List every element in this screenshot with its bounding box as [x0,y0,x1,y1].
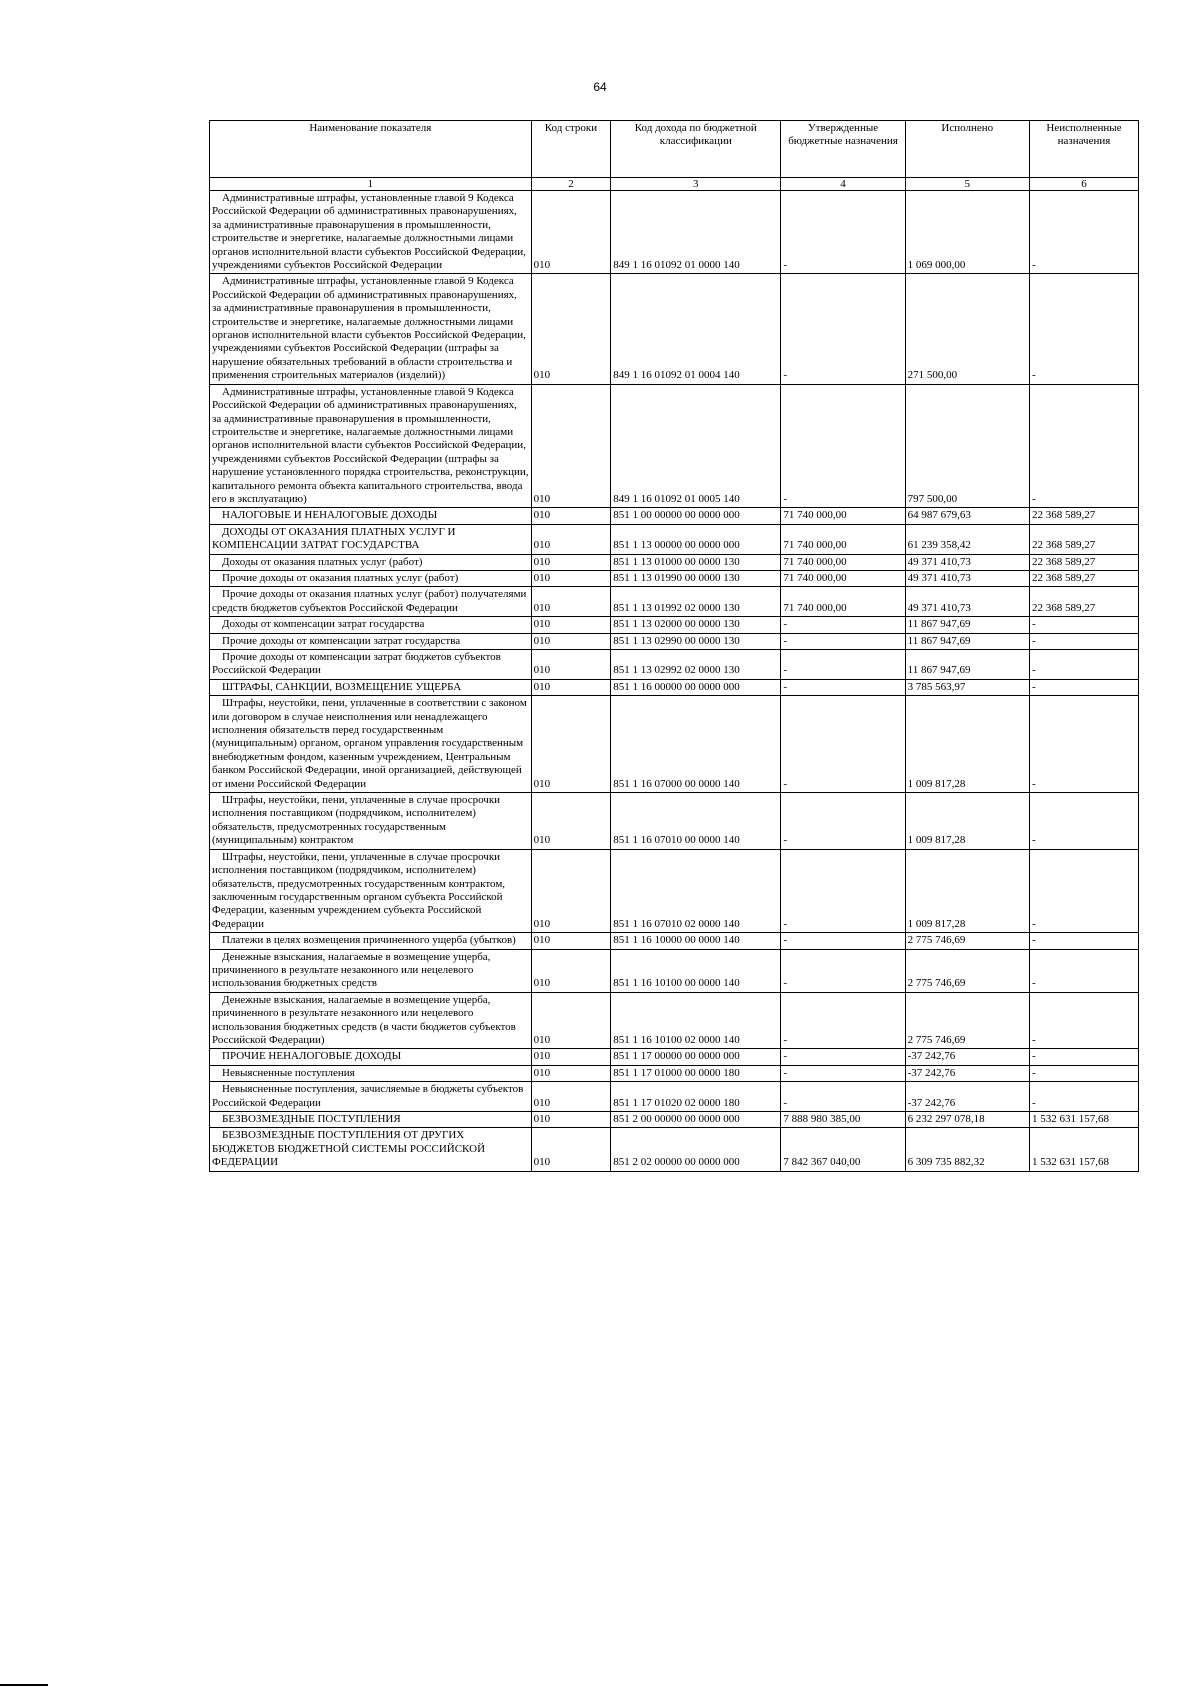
approved-amount: - [781,633,905,649]
page-number: 64 [593,80,607,94]
approved-amount: - [781,679,905,695]
line-code: 010 [531,570,611,586]
line-code: 010 [531,1112,611,1128]
unexecuted-amount: - [1029,679,1138,695]
approved-amount: - [781,274,905,384]
header-approved: Утвержденные бюджетные назначения [781,121,905,178]
executed-amount: 1 009 817,28 [905,696,1029,793]
column-number: 4 [781,178,905,191]
unexecuted-amount: 22 368 589,27 [1029,570,1138,586]
column-number: 5 [905,178,1029,191]
income-code: 851 1 13 02992 02 0000 130 [611,650,781,680]
table-row [210,696,1139,793]
line-code: 010 [531,384,611,508]
line-code: 010 [531,508,611,524]
executed-amount: 11 867 947,69 [905,617,1029,633]
indicator-name: Невыясненные поступления [210,1065,532,1081]
executed-amount: 6 232 297 078,18 [905,1112,1029,1128]
line-code: 010 [531,1049,611,1065]
unexecuted-amount: - [1029,633,1138,649]
unexecuted-amount: 22 368 589,27 [1029,524,1138,554]
line-code: 010 [531,554,611,570]
unexecuted-amount: - [1029,1065,1138,1081]
indicator-name: ШТРАФЫ, САНКЦИИ, ВОЗМЕЩЕНИЕ УЩЕРБА [210,679,532,695]
budget-execution-table [209,120,1139,1172]
income-code: 851 1 13 02990 00 0000 130 [611,633,781,649]
income-code: 851 1 16 10000 00 0000 140 [611,933,781,949]
income-code: 849 1 16 01092 01 0005 140 [611,384,781,508]
income-code: 849 1 16 01092 01 0004 140 [611,274,781,384]
unexecuted-amount: - [1029,1082,1138,1112]
income-code: 851 1 00 00000 00 0000 000 [611,508,781,524]
executed-amount: 61 239 358,42 [905,524,1029,554]
unexecuted-amount: - [1029,992,1138,1049]
column-number-row [210,178,1139,191]
income-code: 851 1 16 00000 00 0000 000 [611,679,781,695]
header-unexecuted: Неисполненные назначения [1029,121,1138,178]
indicator-name: Денежные взыскания, налагаемые в возмещение ущерба, причиненного в результате незаконного или нецелевого использования бюджетных средств (в части бюджетов субъектов Российской Федерации) [210,992,532,1049]
income-code: 851 1 16 07000 00 0000 140 [611,696,781,793]
executed-amount: -37 242,76 [905,1049,1029,1065]
line-code: 010 [531,633,611,649]
approved-amount: 71 740 000,00 [781,570,905,586]
column-number: 3 [611,178,781,191]
approved-amount: - [781,933,905,949]
executed-amount: 49 371 410,73 [905,554,1029,570]
table-row [210,570,1139,586]
income-code: 851 1 17 01000 00 0000 180 [611,1065,781,1081]
indicator-name: Штрафы, неустойки, пени, уплаченные в случае просрочки исполнения поставщиком (подрядчиком, исполнителем) обязательств, предусмотренных государственным контрактом, заключенным государственным органом субъекта Российской Федерации, казенным учреждением субъекта Российской Федерации [210,849,532,932]
line-code: 010 [531,949,611,992]
executed-amount: 271 500,00 [905,274,1029,384]
line-code: 010 [531,274,611,384]
executed-amount: -37 242,76 [905,1082,1029,1112]
table-row [210,617,1139,633]
executed-amount: 2 775 746,69 [905,933,1029,949]
table-row [210,274,1139,384]
indicator-name: Штрафы, неустойки, пени, уплаченные в соответствии с законом или договором в случае неисполнения или ненадлежащего исполнения обязательств перед государственным (муниципальным) органом, органом управления государственным внебюджетным фондом, казенным учреждением, Центральным банком Российской Федерации, иной организацией, действующей от имени Российской Федерации [210,696,532,793]
unexecuted-amount: - [1029,933,1138,949]
table-body [210,191,1139,1172]
approved-amount: 71 740 000,00 [781,554,905,570]
line-code: 010 [531,617,611,633]
income-code: 851 1 13 00000 00 0000 000 [611,524,781,554]
indicator-name: Штрафы, неустойки, пени, уплаченные в случае просрочки исполнения поставщиком (подрядчиком, исполнителем) обязательств, предусмотренных государственным (муниципальным) контрактом [210,793,532,850]
indicator-name: Доходы от оказания платных услуг (работ) [210,554,532,570]
approved-amount: - [781,992,905,1049]
approved-amount: 7 888 980 385,00 [781,1112,905,1128]
income-code: 851 1 17 01020 02 0000 180 [611,1082,781,1112]
table-row [210,793,1139,850]
income-code: 851 1 16 10100 00 0000 140 [611,949,781,992]
executed-amount: 11 867 947,69 [905,633,1029,649]
indicator-name: БЕЗВОЗМЕЗДНЫЕ ПОСТУПЛЕНИЯ ОТ ДРУГИХ БЮДЖЕТОВ БЮДЖЕТНОЙ СИСТЕМЫ РОССИЙСКОЙ ФЕДЕРАЦИИ [210,1128,532,1171]
income-code: 851 2 00 00000 00 0000 000 [611,1112,781,1128]
indicator-name: Платежи в целях возмещения причиненного ущерба (убытков) [210,933,532,949]
executed-amount: -37 242,76 [905,1065,1029,1081]
executed-amount: 49 371 410,73 [905,570,1029,586]
table-row [210,524,1139,554]
header-executed: Исполнено [905,121,1029,178]
unexecuted-amount: 22 368 589,27 [1029,508,1138,524]
header-line-code: Код строки [531,121,611,178]
income-code: 849 1 16 01092 01 0000 140 [611,191,781,274]
line-code: 010 [531,696,611,793]
approved-amount: - [781,1082,905,1112]
approved-amount: - [781,793,905,850]
unexecuted-amount: - [1029,191,1138,274]
unexecuted-amount: - [1029,949,1138,992]
unexecuted-amount: 22 368 589,27 [1029,587,1138,617]
unexecuted-amount: - [1029,384,1138,508]
indicator-name: Административные штрафы, установленные главой 9 Кодекса Российской Федерации об административных правонарушениях, за административные правонарушения в промышленности, строительстве и энергетике, налагаемые должностными лицами органов исполнительной власти субъектов Российской Федерации, учреждениями субъектов Российской Федерации [210,191,532,274]
approved-amount: - [781,696,905,793]
table-row [210,191,1139,274]
unexecuted-amount: - [1029,274,1138,384]
approved-amount: 7 842 367 040,00 [781,1128,905,1171]
line-code: 010 [531,524,611,554]
income-code: 851 2 02 00000 00 0000 000 [611,1128,781,1171]
indicator-name: Прочие доходы от компенсации затрат бюджетов субъектов Российской Федерации [210,650,532,680]
table-row [210,554,1139,570]
executed-amount: 11 867 947,69 [905,650,1029,680]
executed-amount: 797 500,00 [905,384,1029,508]
column-number: 1 [210,178,532,191]
line-code: 010 [531,191,611,274]
approved-amount: - [781,191,905,274]
unexecuted-amount: - [1029,617,1138,633]
unexecuted-amount: - [1029,696,1138,793]
indicator-name: БЕЗВОЗМЕЗДНЫЕ ПОСТУПЛЕНИЯ [210,1112,532,1128]
approved-amount: - [781,949,905,992]
income-code: 851 1 13 01992 02 0000 130 [611,587,781,617]
line-code: 010 [531,1065,611,1081]
header-row [210,121,1139,178]
line-code: 010 [531,849,611,932]
unexecuted-amount: - [1029,793,1138,850]
table-row [210,1049,1139,1065]
approved-amount: - [781,849,905,932]
table-row [210,384,1139,508]
table-row [210,992,1139,1049]
executed-amount: 2 775 746,69 [905,992,1029,1049]
header-income-code: Код дохода по бюджетной классификации [611,121,781,178]
indicator-name: Денежные взыскания, налагаемые в возмещение ущерба, причиненного в результате незаконного или нецелевого использования бюджетных средств [210,949,532,992]
indicator-name: Доходы от компенсации затрат государства [210,617,532,633]
executed-amount: 1 009 817,28 [905,849,1029,932]
scan-edge-mark [0,1684,48,1686]
income-code: 851 1 13 01000 00 0000 130 [611,554,781,570]
table-row [210,679,1139,695]
table-row [210,849,1139,932]
executed-amount: 64 987 679,63 [905,508,1029,524]
indicator-name: Прочие доходы от компенсации затрат государства [210,633,532,649]
table-row [210,933,1139,949]
table-row [210,650,1139,680]
approved-amount: - [781,384,905,508]
approved-amount: - [781,617,905,633]
line-code: 010 [531,992,611,1049]
income-code: 851 1 17 00000 00 0000 000 [611,1049,781,1065]
line-code: 010 [531,933,611,949]
indicator-name: Невыясненные поступления, зачисляемые в бюджеты субъектов Российской Федерации [210,1082,532,1112]
approved-amount: 71 740 000,00 [781,524,905,554]
line-code: 010 [531,587,611,617]
line-code: 010 [531,793,611,850]
income-code: 851 1 13 01990 00 0000 130 [611,570,781,586]
column-number: 2 [531,178,611,191]
table-row [210,949,1139,992]
table-row [210,1082,1139,1112]
unexecuted-amount: 1 532 631 157,68 [1029,1112,1138,1128]
column-number: 6 [1029,178,1138,191]
income-code: 851 1 13 02000 00 0000 130 [611,617,781,633]
table-row [210,1128,1139,1171]
line-code: 010 [531,1128,611,1171]
executed-amount: 1 069 000,00 [905,191,1029,274]
executed-amount: 2 775 746,69 [905,949,1029,992]
approved-amount: - [781,1049,905,1065]
table-row [210,1112,1139,1128]
indicator-name: Административные штрафы, установленные главой 9 Кодекса Российской Федерации об административных правонарушениях, за административные правонарушения в промышленности, строительстве и энергетике, налагаемые должностными лицами органов исполнительной власти субъектов Российской Федерации, учреждениями субъектов Российской Федерации (штрафы за нарушение обязательных требований в области строительства и применения строительных материалов (изделий)) [210,274,532,384]
table-row [210,587,1139,617]
executed-amount: 3 785 563,97 [905,679,1029,695]
indicator-name: ДОХОДЫ ОТ ОКАЗАНИЯ ПЛАТНЫХ УСЛУГ И КОМПЕНСАЦИИ ЗАТРАТ ГОСУДАРСТВА [210,524,532,554]
executed-amount: 1 009 817,28 [905,793,1029,850]
executed-amount: 6 309 735 882,32 [905,1128,1029,1171]
table-row [210,1065,1139,1081]
income-code: 851 1 16 07010 02 0000 140 [611,849,781,932]
unexecuted-amount: - [1029,1049,1138,1065]
line-code: 010 [531,650,611,680]
indicator-name: Прочие доходы от оказания платных услуг (работ) [210,570,532,586]
unexecuted-amount: 22 368 589,27 [1029,554,1138,570]
indicator-name: ПРОЧИЕ НЕНАЛОГОВЫЕ ДОХОДЫ [210,1049,532,1065]
line-code: 010 [531,1082,611,1112]
income-code: 851 1 16 07010 00 0000 140 [611,793,781,850]
line-code: 010 [531,679,611,695]
unexecuted-amount: - [1029,650,1138,680]
unexecuted-amount: 1 532 631 157,68 [1029,1128,1138,1171]
approved-amount: 71 740 000,00 [781,508,905,524]
approved-amount: - [781,650,905,680]
indicator-name: НАЛОГОВЫЕ И НЕНАЛОГОВЫЕ ДОХОДЫ [210,508,532,524]
indicator-name: Административные штрафы, установленные главой 9 Кодекса Российской Федерации об административных правонарушениях, за административные правонарушения в промышленности, строительстве и энергетике, налагаемые должностными лицами органов исполнительной власти субъектов Российской Федерации, учреждениями субъектов Российской Федерации (штрафы за нарушение установленного порядка строительства, реконструкции, капитального ремонта объекта капитального строительства, ввода его в эксплуатацию) [210,384,532,508]
income-code: 851 1 16 10100 02 0000 140 [611,992,781,1049]
table-row [210,633,1139,649]
executed-amount: 49 371 410,73 [905,587,1029,617]
indicator-name: Прочие доходы от оказания платных услуг (работ) получателями средств бюджетов субъектов Российской Федерации [210,587,532,617]
approved-amount: 71 740 000,00 [781,587,905,617]
unexecuted-amount: - [1029,849,1138,932]
approved-amount: - [781,1065,905,1081]
table-row [210,508,1139,524]
header-indicator-name: Наименование показателя [210,121,532,178]
